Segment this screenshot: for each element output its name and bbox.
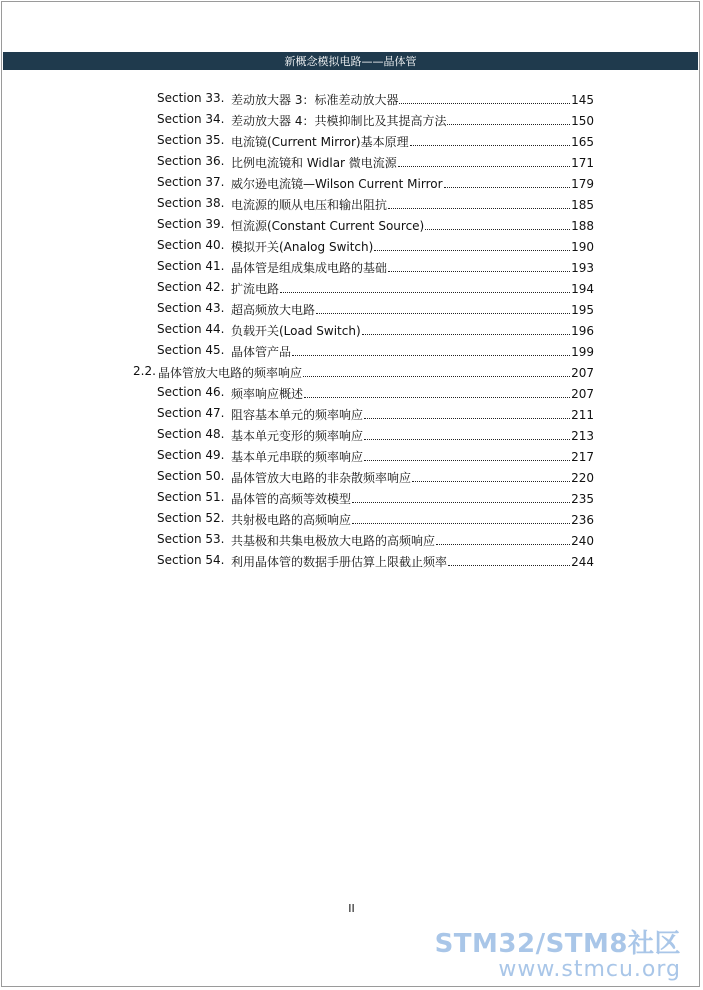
toc-entry[interactable] xyxy=(0,361,703,382)
toc-entry-number: Section 54. xyxy=(157,553,225,567)
toc-entry-title: 晶体管的高频等效模型 xyxy=(231,492,352,506)
dot-leader xyxy=(352,487,570,503)
toc-entry-page: 217 xyxy=(571,450,594,464)
toc-entry-title: 威尔逊电流镜—Wilson Current Mirror xyxy=(231,177,443,191)
toc-entry-page: 207 xyxy=(571,387,594,401)
header-title: 新概念模拟电路——晶体管 xyxy=(284,55,417,68)
toc-entry-page: 165 xyxy=(571,135,594,149)
toc-entry[interactable] xyxy=(0,298,703,319)
toc-entry-number: Section 45. xyxy=(157,343,225,357)
toc-entry-number: Section 47. xyxy=(157,406,225,420)
toc-entry-title: 晶体管放大电路的频率响应 xyxy=(158,366,303,380)
toc-entry[interactable] xyxy=(0,445,703,466)
toc-entry-page: 145 xyxy=(571,93,594,107)
watermark-title: STM32/STM8社区 xyxy=(434,929,681,959)
toc-entry-number: Section 43. xyxy=(157,301,225,315)
toc-entry[interactable] xyxy=(0,214,703,235)
toc-entry-page: 244 xyxy=(571,555,594,569)
toc-entry-page: 150 xyxy=(571,114,594,128)
toc-entry-title: 晶体管是组成集成电路的基础 xyxy=(231,261,388,275)
toc-entry-number: Section 46. xyxy=(157,385,225,399)
toc-entry-number: Section 33. xyxy=(157,91,225,105)
toc-entry-number: 2.2. xyxy=(133,364,156,378)
toc-entry-title: 晶体管产品 xyxy=(231,345,292,359)
toc-entry-title: 比例电流镜和 Widlar 微电流源 xyxy=(231,156,397,170)
toc-entry-page: 179 xyxy=(571,177,594,191)
watermark-logo xyxy=(435,930,681,982)
toc-entry-page: 199 xyxy=(571,345,594,359)
toc-entry[interactable] xyxy=(0,151,703,172)
toc-entry[interactable] xyxy=(0,172,703,193)
toc-entry[interactable] xyxy=(0,403,703,424)
toc-entry-title: 利用晶体管的数据手册估算上限截止频率 xyxy=(231,555,448,569)
toc-entry-page: 171 xyxy=(571,156,594,170)
toc-entry-title: 基本单元变形的频率响应 xyxy=(231,429,364,443)
toc-entry-page: 185 xyxy=(571,198,594,212)
toc-entry-page: 236 xyxy=(571,513,594,527)
page-number: II xyxy=(348,902,355,915)
toc-entry-number: Section 53. xyxy=(157,532,225,546)
toc-entry-page: 193 xyxy=(571,261,594,275)
toc-entry[interactable] xyxy=(0,319,703,340)
toc-entry[interactable] xyxy=(0,466,703,487)
toc-entry-page: 188 xyxy=(571,219,594,233)
toc-entry[interactable] xyxy=(0,88,703,109)
watermark-url: www.stmcu.org xyxy=(498,957,681,982)
toc-entry-number: Section 49. xyxy=(157,448,225,462)
dot-leader xyxy=(364,403,570,419)
toc-entry-title: 负载开关(Load Switch) xyxy=(231,324,361,338)
toc-entry[interactable] xyxy=(0,382,703,403)
toc-entry-number: Section 40. xyxy=(157,238,225,252)
toc-entry-page: 190 xyxy=(571,240,594,254)
dot-leader xyxy=(316,298,570,314)
dot-leader xyxy=(362,319,570,335)
toc-entry[interactable] xyxy=(0,508,703,529)
toc-entry[interactable] xyxy=(0,550,703,571)
toc-entry-page: 207 xyxy=(571,366,594,380)
toc-entry[interactable] xyxy=(0,277,703,298)
dot-leader xyxy=(410,130,570,146)
toc-entry-page: 196 xyxy=(571,324,594,338)
toc-entry[interactable] xyxy=(0,256,703,277)
toc-entry-page: 211 xyxy=(571,408,594,422)
dot-leader xyxy=(303,361,570,377)
dot-leader xyxy=(292,340,570,356)
dot-leader xyxy=(444,172,571,188)
dot-leader xyxy=(447,109,570,125)
toc-entry-number: Section 41. xyxy=(157,259,225,273)
toc-entry-number: Section 50. xyxy=(157,469,225,483)
dot-leader xyxy=(399,88,570,104)
toc-entry[interactable] xyxy=(0,340,703,361)
dot-leader xyxy=(364,445,570,461)
dot-leader xyxy=(398,151,570,167)
toc-entry[interactable] xyxy=(0,529,703,550)
toc-entry-title: 电流源的顺从电压和输出阻抗 xyxy=(231,198,388,212)
dot-leader xyxy=(304,382,570,398)
toc-entry[interactable] xyxy=(0,235,703,256)
dot-leader xyxy=(352,508,570,524)
toc-entry-page: 240 xyxy=(571,534,594,548)
toc-entry-number: Section 34. xyxy=(157,112,225,126)
toc-entry-title: 基本单元串联的频率响应 xyxy=(231,450,364,464)
dot-leader xyxy=(425,214,570,230)
dot-leader xyxy=(374,235,570,251)
dot-leader xyxy=(412,466,570,482)
toc-entry-page: 194 xyxy=(571,282,594,296)
dot-leader xyxy=(448,550,570,566)
toc-entry-number: Section 37. xyxy=(157,175,225,189)
toc-entry-title: 电流镜(Current Mirror)基本原理 xyxy=(231,135,409,149)
toc-entry-number: Section 35. xyxy=(157,133,225,147)
toc-entry-number: Section 38. xyxy=(157,196,225,210)
toc-entry-page: 195 xyxy=(571,303,594,317)
toc-entry-title: 晶体管放大电路的非杂散频率响应 xyxy=(231,471,412,485)
toc-entry-number: Section 48. xyxy=(157,427,225,441)
toc-entry-page: 220 xyxy=(571,471,594,485)
toc-entry-title: 差动放大器 3：标准差动放大器 xyxy=(231,93,399,107)
toc-entry-title: 模拟开关(Analog Switch) xyxy=(231,240,374,254)
toc-entry-number: Section 52. xyxy=(157,511,225,525)
toc-entry-title: 频率响应概述 xyxy=(231,387,304,401)
toc-entry-number: Section 39. xyxy=(157,217,225,231)
dot-leader xyxy=(436,529,570,545)
toc-entry-title: 阻容基本单元的频率响应 xyxy=(231,408,364,422)
dot-leader xyxy=(388,193,570,209)
toc-entry-number: Section 51. xyxy=(157,490,225,504)
toc-entry[interactable] xyxy=(0,109,703,130)
toc-entry-title: 差动放大器 4：共模抑制比及其提高方法 xyxy=(231,114,447,128)
dot-leader xyxy=(364,424,570,440)
toc-entry-page: 213 xyxy=(571,429,594,443)
toc-entry-number: Section 36. xyxy=(157,154,225,168)
toc-entry-title: 共射极电路的高频响应 xyxy=(231,513,352,527)
toc-entry[interactable] xyxy=(0,487,703,508)
dot-leader xyxy=(388,256,570,272)
toc-entry-page: 235 xyxy=(571,492,594,506)
toc-entry-number: Section 44. xyxy=(157,322,225,336)
toc-entry-number: Section 42. xyxy=(157,280,225,294)
toc-entry[interactable] xyxy=(0,130,703,151)
toc-entry[interactable] xyxy=(0,424,703,445)
toc-entry-title: 共基极和共集电极放大电路的高频响应 xyxy=(231,534,436,548)
toc-entry[interactable] xyxy=(0,193,703,214)
toc-entry-title: 恒流源(Constant Current Source) xyxy=(231,219,425,233)
toc-entry-title: 扩流电路 xyxy=(231,282,280,296)
dot-leader xyxy=(280,277,570,293)
toc-entry-title: 超高频放大电路 xyxy=(231,303,316,317)
running-header xyxy=(3,52,698,70)
